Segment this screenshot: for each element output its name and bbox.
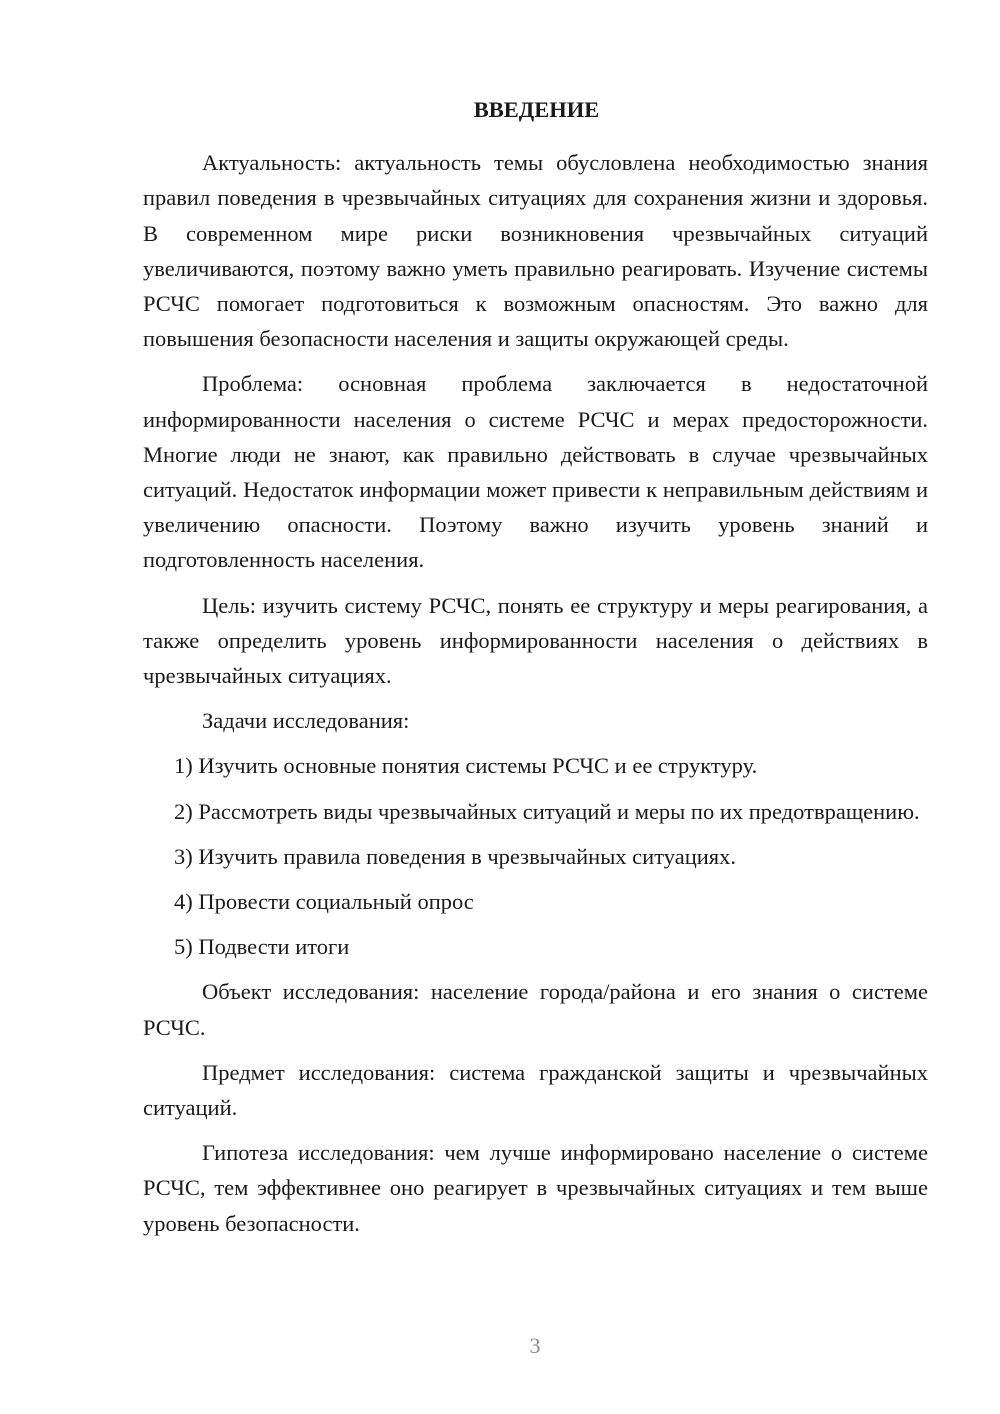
page-body [143,92,928,1251]
paragraph-hypothesis: Гипотеза исследования: чем лучше информировано население о системе РСЧС, тем эффективнее оно реагирует в чрезвычайных ситуациях и тем выше уровень безопасности. [143,1140,928,1236]
paragraph-object: Объект исследования: население города/района и его знания о системе РСЧС. [143,979,928,1040]
list-item: 5) Подвести итоги [174,934,350,960]
page-number: 3 [529,1333,541,1358]
paragraph-problem: Проблема: основная проблема заключается в недостаточной информированности населения о системе РСЧС и мерах предосторожности. Многие люди не знают, как правильно действовать в случае чрезвычайных ситуаций. Недостаток информации может привести к неправильным действиям и увеличению опасности. Поэтому важно изучить уровень знаний и подготовленность населения. [143,371,928,573]
paragraph-subject: Предмет исследования: система гражданской защиты и чрезвычайных ситуаций. [143,1059,928,1121]
page-title: ВВЕДЕНИЕ [473,97,600,122]
paragraph-tasks-title: Задачи исследования: [202,708,410,734]
paragraph-relevance: Актуальность: актуальность темы обусловлена необходимостью знания правил поведения в чрезвычайных ситуациях для сохранения жизни и здоровья. В современном мире риски возникновения чрезвычайных ситуаций увеличиваются, поэтому важно уметь правильно реагировать. Изучение системы РСЧС помогает подготовиться к возможным опасностям. Это важно для повышения безопасности населения и защиты окружающей среды. [143,150,928,352]
tasks-list [143,748,928,964]
list-item: 1) Изучить основные понятия системы РСЧС и ее структуру. [174,753,758,779]
list-item: 4) Провести социальный опрос [174,889,474,915]
list-item: 3) Изучить правила поведения в чрезвычайных ситуациях. [174,843,736,869]
list-item: 2) Рассмотреть виды чрезвычайных ситуаций и меры по их предотвращению. [174,798,920,824]
paragraph-goal: Цель: изучить систему РСЧС, понять ее структуру и меры реагирования, а также определить уровень информированности населения о действиях в чрезвычайных ситуациях. [143,592,928,689]
